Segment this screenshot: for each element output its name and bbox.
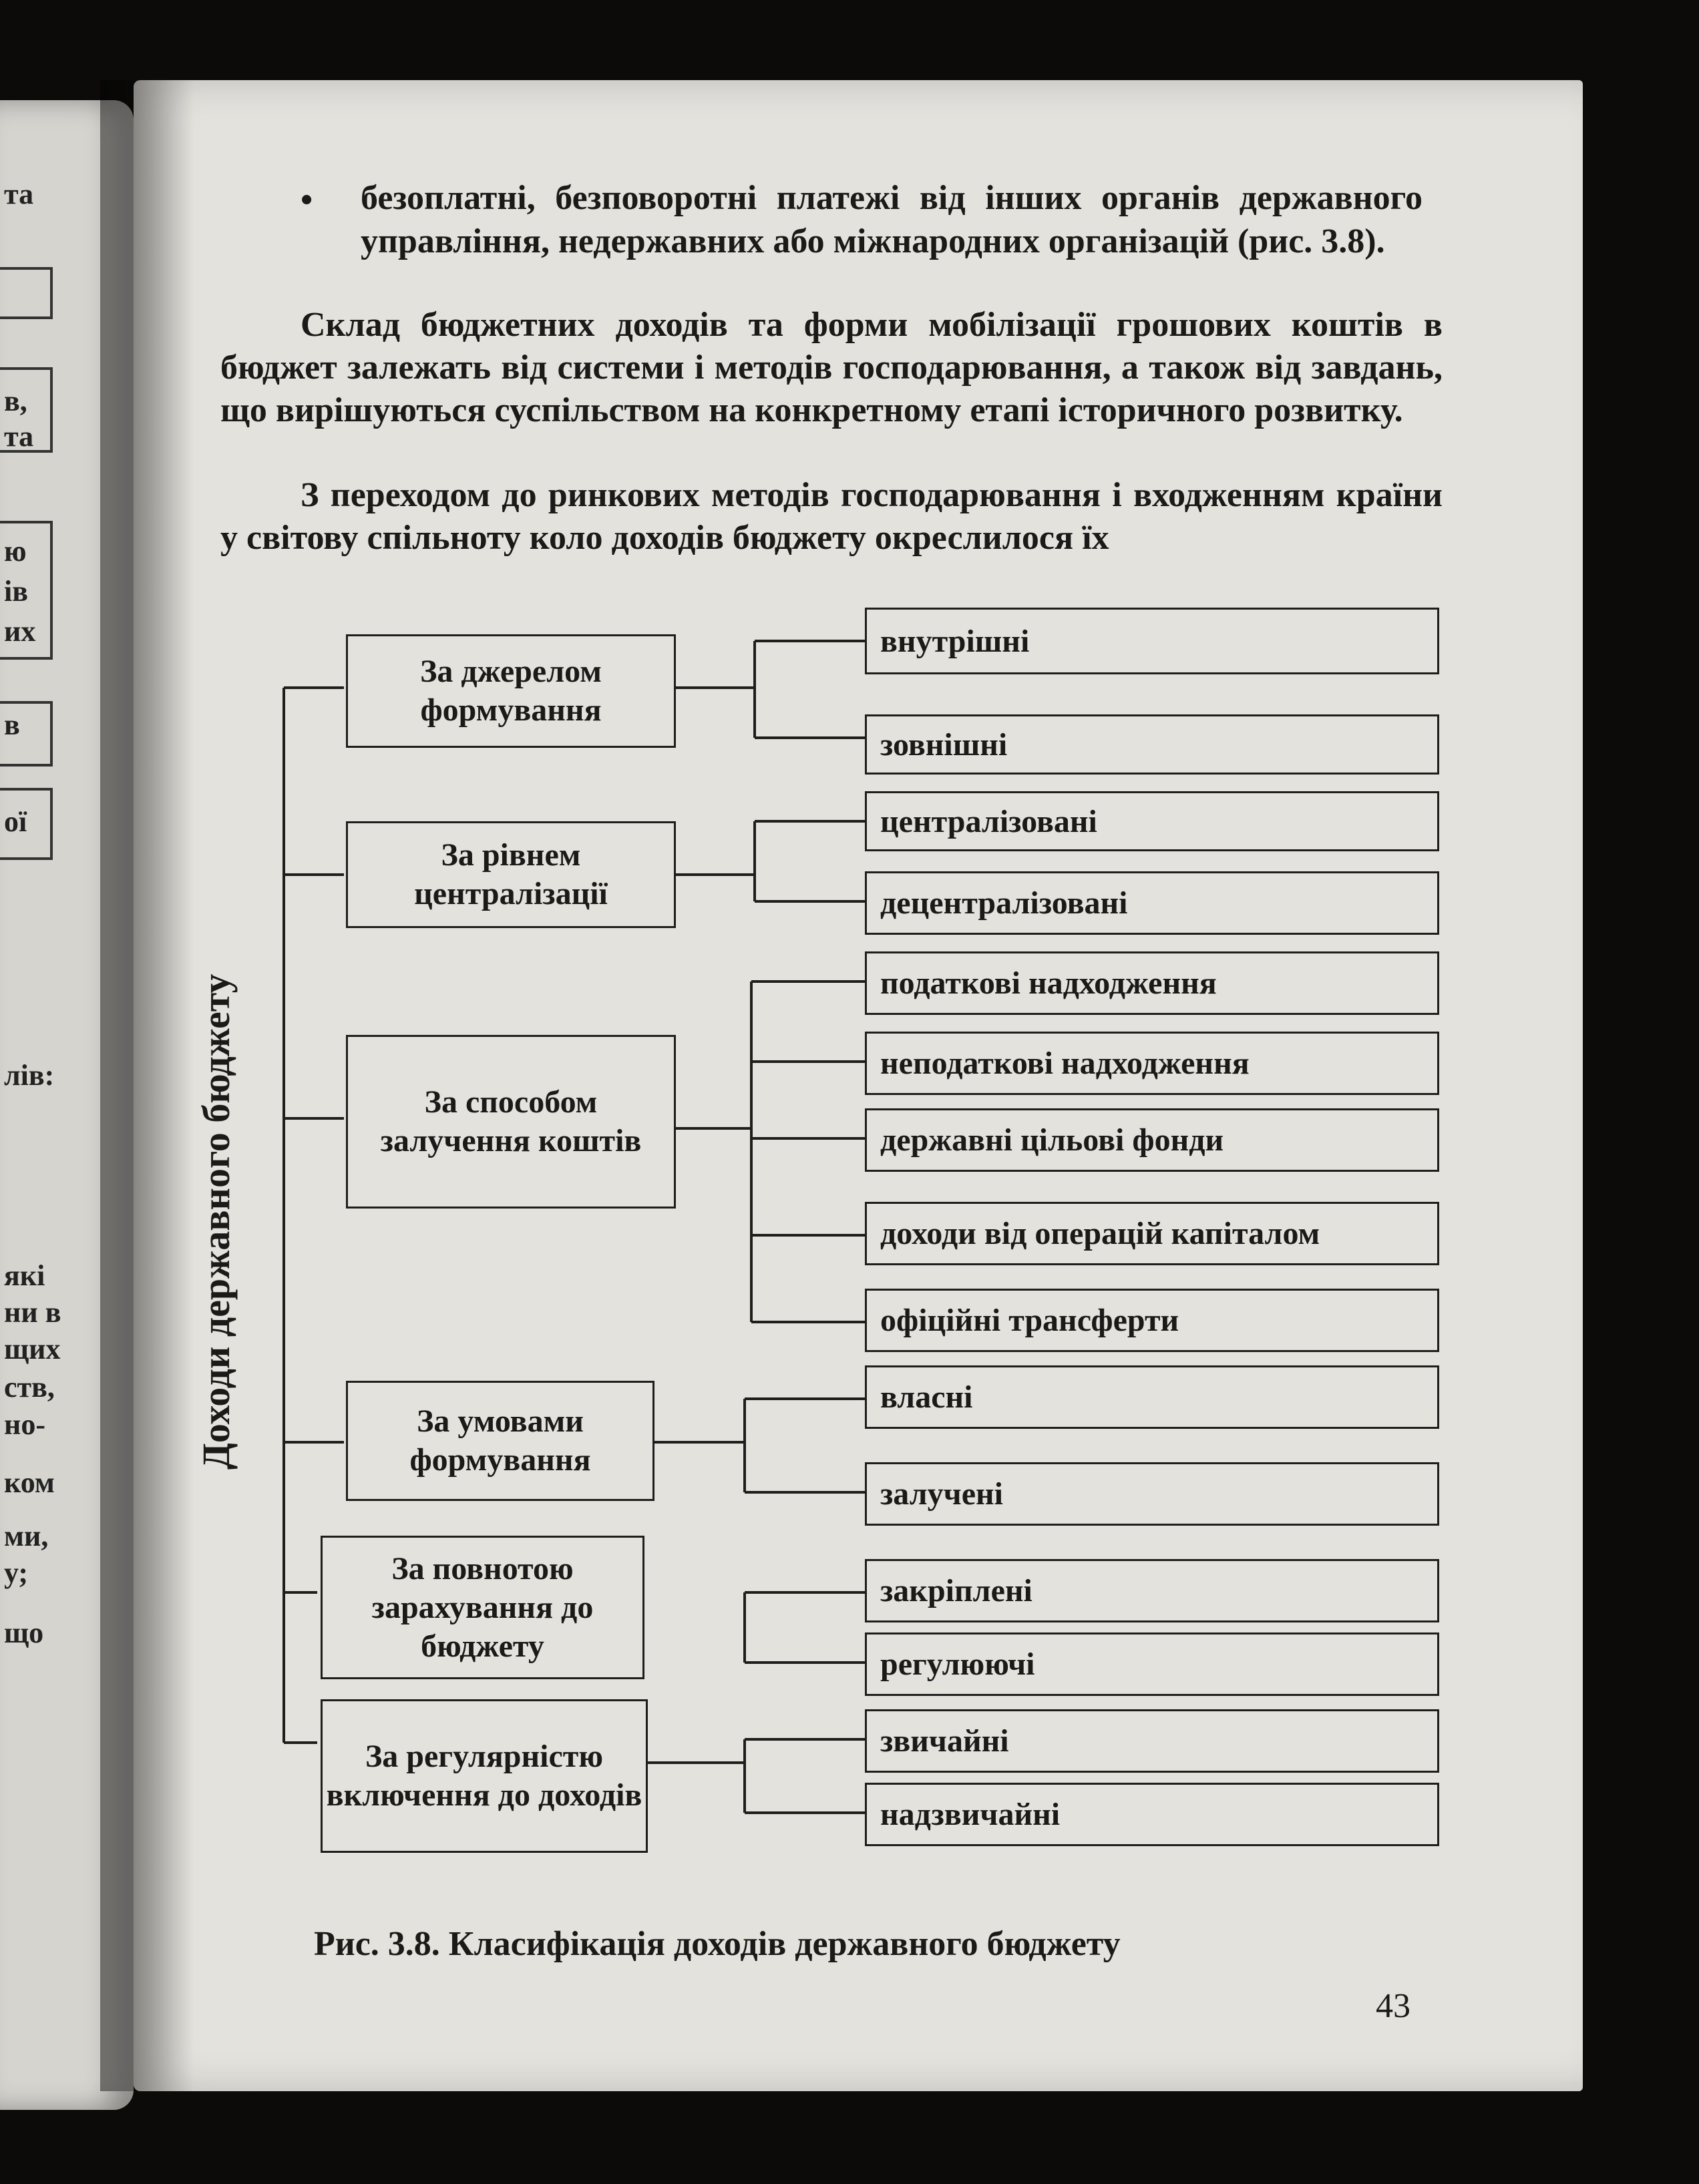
leaf-box: неподаткові надходження <box>865 1032 1439 1095</box>
left-page-fragment: но- <box>4 1408 46 1441</box>
leaf-box: залучені <box>865 1462 1439 1526</box>
left-page-fragment: ком <box>4 1466 55 1499</box>
left-page-fragment: в, <box>4 385 27 417</box>
left-page-fragment: их <box>4 615 36 648</box>
leaf-box: власні <box>865 1365 1439 1429</box>
bullet-marker: • <box>301 181 313 219</box>
criterion-box: За рівнем централізації <box>346 821 676 928</box>
page-number: 43 <box>1376 1987 1410 2025</box>
paragraph-2: З переходом до ринкових методів господарювання і входженням країни у світову спільноту коло доходів бюджету окреслилося їх <box>220 476 1443 557</box>
leaf-box: регулюючі <box>865 1632 1439 1696</box>
criterion-box: За способом залучення коштів <box>346 1035 676 1209</box>
left-page-fragment: ої <box>4 805 27 838</box>
criterion-box: За повнотою зарахування до бюджету <box>321 1536 644 1679</box>
leaf-box: державні цільові фонди <box>865 1108 1439 1172</box>
left-page-fragment: щих <box>4 1333 61 1365</box>
paragraph-1: Склад бюджетних доходів та форми мобілізації грошових коштів в бюджет залежать від системи і методів господарювання, а також від завдань, що вирішуються суспільством на конкретному етапі історичного розвитку. <box>220 306 1443 429</box>
bullet-paragraph: безоплатні, безповоротні платежі від інших органів державного управління, недержавних або міжнародних організацій (рис. 3.8). <box>361 179 1423 260</box>
left-page-fragment: ю <box>4 535 27 568</box>
leaf-box: внутрішні <box>865 608 1439 674</box>
leaf-box: закріплені <box>865 1559 1439 1622</box>
left-page-fragment: ми, <box>4 1520 49 1552</box>
left-page-fragment: ни в <box>4 1296 61 1329</box>
left-page-fragment: ств, <box>4 1371 55 1403</box>
leaf-box: звичайні <box>865 1709 1439 1773</box>
left-page-fragment: які <box>4 1259 45 1292</box>
criterion-box: За умовами формування <box>346 1381 654 1501</box>
criterion-box: За джерелом формування <box>346 634 676 748</box>
leaf-box: офіційні трансферти <box>865 1289 1439 1352</box>
left-page-fragment: у; <box>4 1556 29 1589</box>
leaf-box: зовнішні <box>865 714 1439 775</box>
left-page-fragment: та <box>4 420 34 453</box>
leaf-box: централізовані <box>865 791 1439 851</box>
criterion-box: За регулярністю включення до доходів <box>321 1699 648 1853</box>
leaf-box: надзвичайні <box>865 1783 1439 1846</box>
left-page-fragment: лів: <box>4 1059 55 1092</box>
figure-caption: Рис. 3.8. Класифікація доходів державного бюджету <box>314 1925 1121 1963</box>
root-label: Доходи державного бюджету <box>194 973 238 1470</box>
leaf-box: доходи від операцій капіталом <box>865 1202 1439 1265</box>
left-page-fragment: ів <box>4 575 28 608</box>
left-page-fragment: в <box>4 708 20 741</box>
left-page-fragment: та <box>4 178 34 210</box>
leaf-box: децентралізовані <box>865 871 1439 935</box>
left-page-fragment: що <box>4 1616 44 1649</box>
leaf-box: податкові надходження <box>865 951 1439 1015</box>
